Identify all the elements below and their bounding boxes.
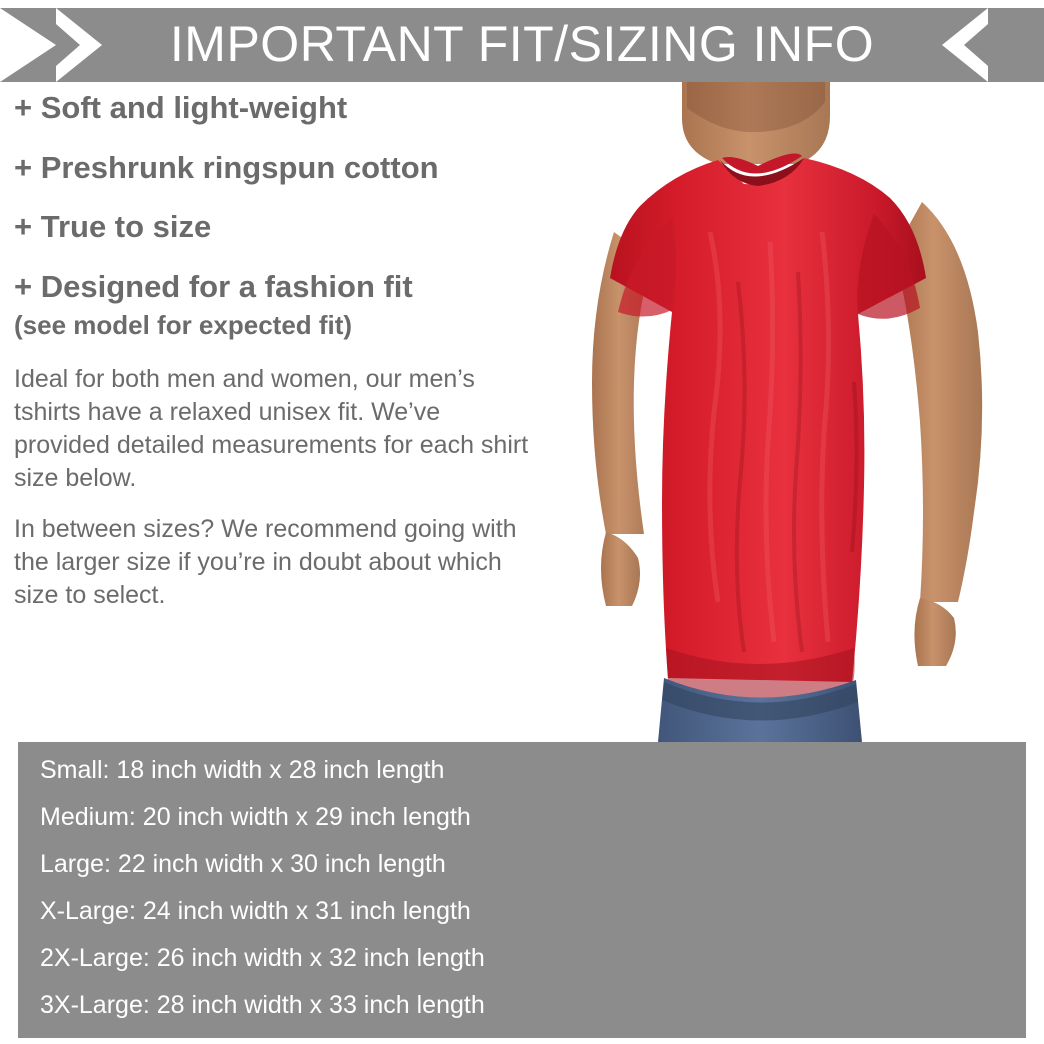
feature-item-4: + Designed for a fashion fit bbox=[14, 268, 413, 304]
description-paragraph-1: Ideal for both men and women, our men’s tshirts have a relaxed unisex fit. We’ve provided detailed measurements for each shirt size below. bbox=[14, 365, 529, 493]
features-column bbox=[14, 92, 574, 630]
model-photo bbox=[522, 82, 1044, 742]
size-row-xlarge: X-Large: 24 inch width x 31 inch length bbox=[40, 897, 471, 925]
model-photo-illustration bbox=[522, 82, 1044, 742]
banner bbox=[0, 8, 1044, 82]
description-paragraph-2: In between sizes? We recommend going with the larger size if you’re in doubt about which size to select. bbox=[14, 515, 517, 610]
feature-note: (see model for expected fit) bbox=[14, 310, 353, 341]
size-row-large: Large: 22 inch width x 30 inch length bbox=[40, 850, 446, 878]
size-chart-panel bbox=[18, 742, 1026, 1038]
feature-item-3: + True to size bbox=[14, 209, 212, 245]
size-row-medium: Medium: 20 inch width x 29 inch length bbox=[40, 803, 471, 831]
feature-item-2: + Preshrunk ringspun cotton bbox=[14, 149, 439, 185]
size-row-2xlarge: 2X-Large: 26 inch width x 32 inch length bbox=[40, 944, 485, 972]
feature-item-1: + Soft and light-weight bbox=[14, 90, 348, 125]
page-title: IMPORTANT FIT/SIZING INFO bbox=[169, 16, 875, 72]
size-row-small: Small: 18 inch width x 28 inch length bbox=[40, 756, 445, 784]
size-row-3xlarge: 3X-Large: 28 inch width x 33 inch length bbox=[40, 991, 485, 1019]
